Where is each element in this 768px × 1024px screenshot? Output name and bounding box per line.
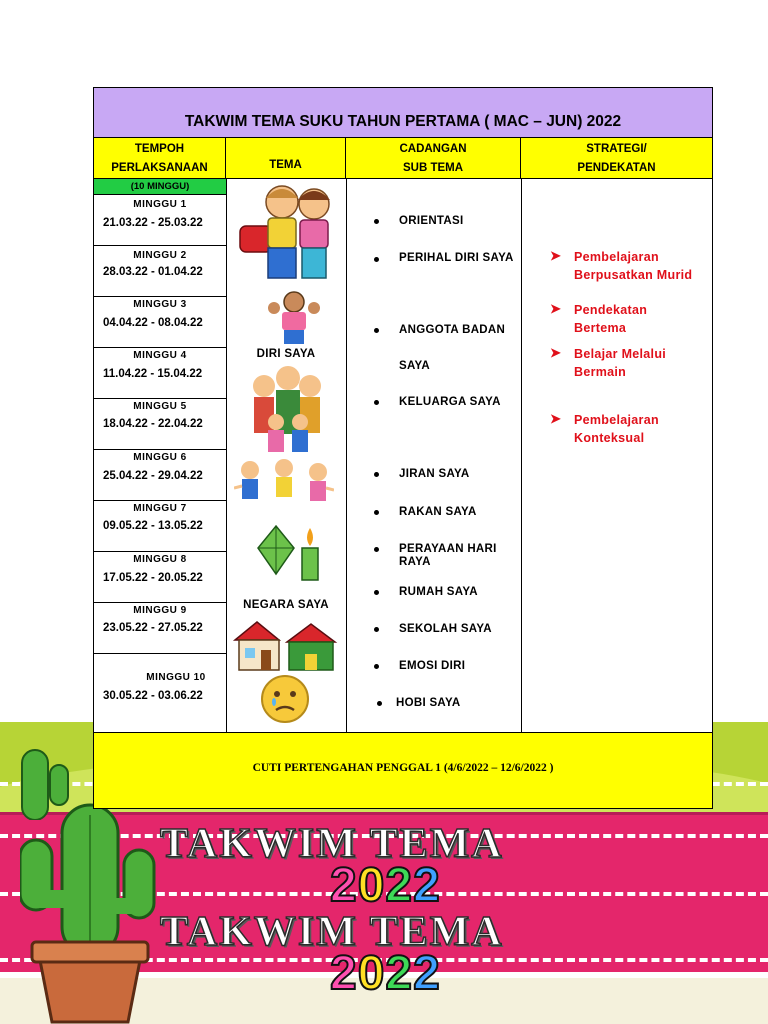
week-row: MINGGU 5 18.04.22 - 22.04.22 [94, 399, 226, 450]
family-clipart [246, 364, 326, 456]
bullet-icon [374, 328, 379, 333]
header-sub-tema: CADANGAN SUB TEMA [346, 138, 521, 179]
banner-year: 2022 [330, 947, 441, 1000]
strategy-item: Pembelajaran Konteksual [574, 413, 659, 445]
arrow-bullet-icon: ➤ [550, 301, 561, 316]
theme-diri-saya: DIRI SAYA [256, 348, 316, 360]
bullet-icon [374, 664, 379, 669]
sub-theme-item: RAKAN SAYA [399, 506, 477, 518]
bullet-icon [374, 400, 379, 405]
week-row: MINGGU 2 28.03.22 - 01.04.22 [94, 246, 226, 297]
arrow-bullet-icon: ➤ [550, 248, 561, 263]
sub-theme-item: SEKOLAH SAYA [399, 623, 492, 635]
calendar-document [93, 87, 713, 809]
ketupat-pelita-clipart [254, 522, 326, 584]
column-divider [226, 179, 227, 732]
week-row: MINGGU 3 04.04.22 - 08.04.22 [94, 297, 226, 348]
bullet-icon [374, 590, 379, 595]
cactus-pot-icon [20, 800, 170, 1024]
bullet-icon [377, 701, 382, 706]
strategy-item: Pembelajaran Berpusatkan Murid [574, 250, 693, 282]
sub-theme-item: ANGGOTA BADAN [399, 324, 506, 336]
banner-title: TAKWIM TEMA [160, 821, 504, 867]
arrow-bullet-icon: ➤ [550, 345, 561, 360]
bullet-icon [374, 547, 379, 552]
duration-label: (10 MINGGU) [94, 179, 226, 195]
bullet-icon [374, 510, 379, 515]
sub-theme-item: RAYA [399, 556, 431, 568]
column-divider [346, 179, 347, 732]
week-row: MINGGU 8 17.05.22 - 20.05.22 [94, 552, 226, 603]
sub-theme-item: ORIENTASI [399, 215, 464, 227]
strategy-item: Belajar Melalui Bermain [574, 347, 667, 379]
strong-boy-clipart [266, 290, 322, 346]
column-divider [521, 179, 522, 732]
sub-theme-item: KELUARGA SAYA [399, 396, 501, 408]
sub-theme-item: SAYA [399, 360, 431, 372]
banner-year: 2022 [330, 859, 441, 912]
week-row: MINGGU 9 23.05.22 - 27.05.22 [94, 603, 226, 654]
sub-theme-item: RUMAH SAYA [399, 586, 478, 598]
week-row: MINGGU 1 21.03.22 - 25.03.22 [94, 195, 226, 246]
strategy-item: Pendekatan Bertema [574, 303, 648, 335]
theme-negara-saya: NEGARA SAYA [243, 599, 329, 611]
sad-face-icon [258, 674, 312, 724]
friends-clipart [234, 458, 334, 520]
week-row: MINGGU 10 30.05.22 - 03.06.22 [103, 672, 206, 702]
sub-theme-item: HOBI SAYA [396, 697, 461, 709]
banner-title: TAKWIM TEMA [160, 909, 504, 955]
bullet-icon [374, 219, 379, 224]
sub-theme-item: EMOSI DIRI [399, 660, 466, 672]
mid-term-break-note: CUTI PERTENGAHAN PENGGAL 1 (4/6/2022 – 12/6/2022 ) [94, 732, 712, 808]
sub-theme-item: JIRAN SAYA [399, 468, 470, 480]
header-strategi: STRATEGI/ PENDEKATAN [521, 138, 712, 179]
bullet-icon [374, 472, 379, 477]
bullet-icon [374, 257, 379, 262]
arrow-bullet-icon: ➤ [550, 411, 561, 426]
house-school-clipart [231, 618, 343, 674]
sub-theme-item: PERAYAAN HARI [399, 543, 497, 555]
header-tema: TEMA [226, 138, 346, 179]
sub-theme-item: PERIHAL DIRI SAYA [399, 252, 514, 264]
header-tempoh: TEMPOH PERLAKSANAAN [94, 138, 226, 179]
children-clipart [234, 180, 344, 290]
bullet-icon [374, 627, 379, 632]
document-title: TAKWIM TEMA SUKU TAHUN PERTAMA ( MAC – JUN) 2022 [94, 88, 712, 138]
week-row: MINGGU 4 11.04.22 - 15.04.22 [94, 348, 226, 399]
week-row: MINGGU 7 09.05.22 - 13.05.22 [94, 501, 226, 552]
week-row: MINGGU 6 25.04.22 - 29.04.22 [94, 450, 226, 501]
